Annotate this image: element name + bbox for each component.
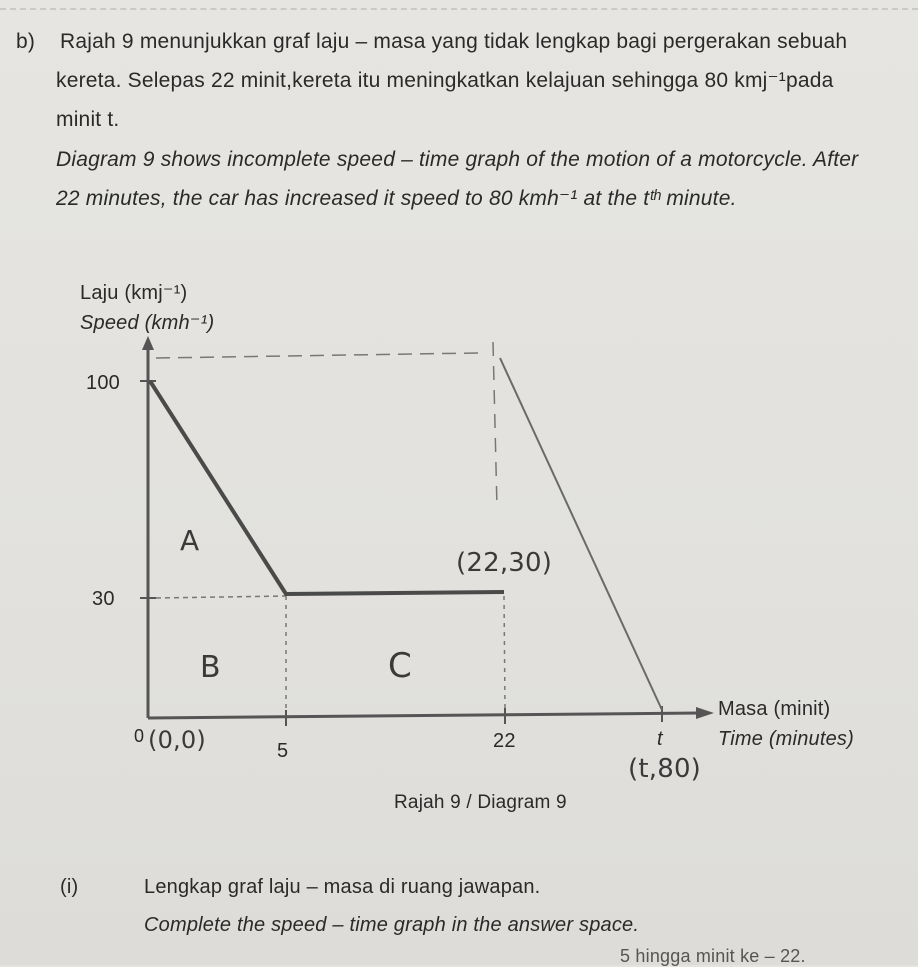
english-line-2: 22 minutes, the car has increased it speed to 80 kmh⁻¹ at the tᵗʰ minute. xyxy=(56,187,737,210)
question-label: b) xyxy=(16,30,36,53)
x-axis-arrow xyxy=(696,707,714,719)
dashed-vertical-22 xyxy=(504,596,505,708)
x-tick-label-t: t xyxy=(657,728,663,750)
y-tick-label-100: 100 xyxy=(86,372,120,394)
y-tick-label-30: 30 xyxy=(92,588,115,610)
english-line-1: Diagram 9 shows incomplete speed – time graph of the motion of a motorcycle. After xyxy=(56,148,859,171)
dashed-top-guide xyxy=(156,353,478,358)
part-i-english: Complete the speed – time graph in the answer space. xyxy=(144,914,640,936)
y-axis-arrow xyxy=(142,336,154,350)
x-axis xyxy=(148,713,700,718)
annotation-origin: (0,0) xyxy=(148,726,206,754)
x-label-english: Time (minutes) xyxy=(718,728,854,750)
x-label-malay: Masa (minit) xyxy=(718,698,831,720)
graph-line-printed xyxy=(150,381,504,594)
part-i-label: (i) xyxy=(60,876,79,898)
dashed-30-guide xyxy=(156,596,286,598)
malay-line-1: Rajah 9 menunjukkan graf laju – masa yang tidak lengkap bagi pergerakan sebuah xyxy=(60,30,848,53)
origin-label: 0 xyxy=(134,726,145,746)
graph-line-sketch xyxy=(500,358,662,710)
region-label-b: B xyxy=(200,650,221,685)
dashed-vertical-upper xyxy=(493,342,497,508)
y-label-malay: Laju (kmj⁻¹) xyxy=(80,282,188,304)
region-label-a: A xyxy=(180,524,200,557)
diagram-caption: Rajah 9 / Diagram 9 xyxy=(394,792,567,813)
annotation-22-30: (22,30) xyxy=(456,548,553,578)
malay-line-3: minit t. xyxy=(56,108,120,131)
part-i-malay: Lengkap graf laju – masa di ruang jawapan. xyxy=(144,876,541,898)
cutoff-line: 5 hingga minit ke – 22. xyxy=(620,946,806,966)
y-label-english: Speed (kmh⁻¹) xyxy=(80,312,215,334)
x-tick-label-22: 22 xyxy=(493,730,516,752)
x-tick-label-5: 5 xyxy=(277,740,289,762)
malay-line-2: kereta. Selepas 22 minit,kereta itu meningkatkan kelajuan sehingga 80 kmj⁻¹pada xyxy=(56,69,834,92)
region-label-c: C xyxy=(388,646,412,686)
annotation-t-80: (t,80) xyxy=(628,754,702,784)
